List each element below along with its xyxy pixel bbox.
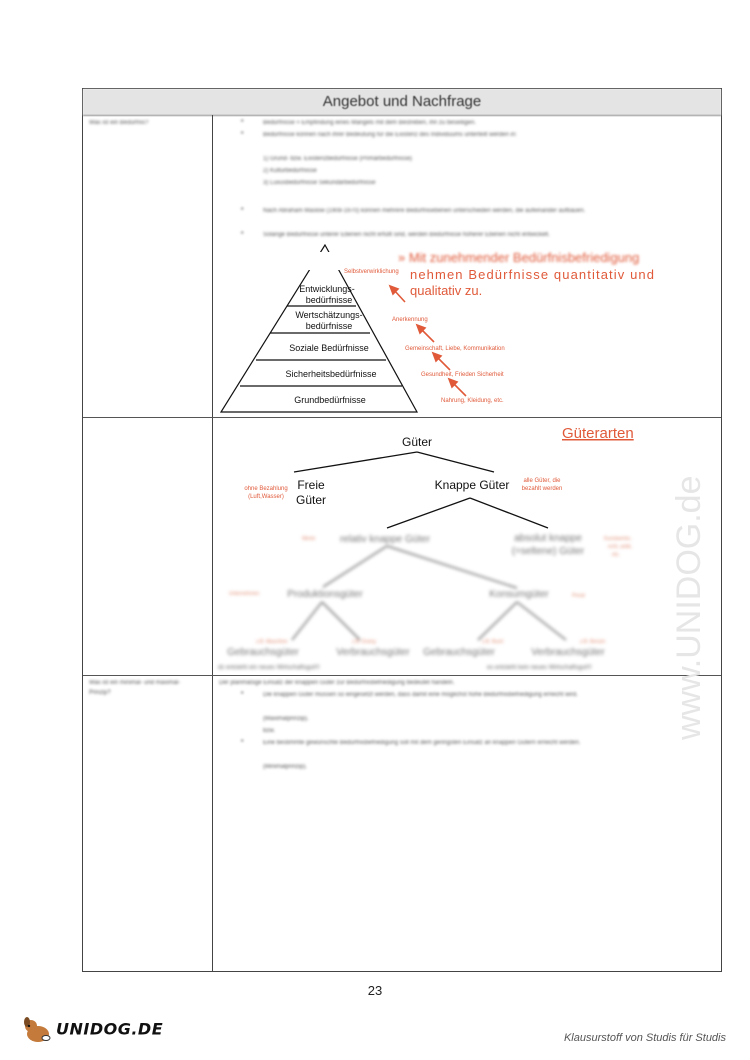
tree-lines: [294, 452, 548, 528]
level-sozial: Soziale Bedürfnisse: [289, 343, 369, 353]
svg-text:z.B. Buch: z.B. Buch: [482, 639, 504, 645]
row3-text-1: Die knappen Güter müssen so eingesetzt werden, dass damit eine möglichst hohe Bedürfnisbefriedigung erreicht wird.: [263, 692, 578, 698]
page-number: 23: [367, 983, 383, 998]
svg-text:z.B. Benzin: z.B. Benzin: [580, 639, 606, 645]
row1-question: Was ist ein Bedürfnis?: [89, 120, 149, 126]
note-ohne-bezahlung: ohne Bezahlung (Luft,Wasser): [244, 486, 288, 500]
blurred-tree: [218, 533, 632, 671]
arrows: [390, 286, 466, 396]
row1-text-5: 3) Luxusbedürfnisse Sekundärbedürfnisse: [263, 180, 376, 186]
level-wertschaetzung: Wertschätzungs-bedürfnisse: [295, 310, 363, 331]
row3-question: Was ist ein minimal- und maximal-Prinzip?: [89, 680, 181, 696]
note-line-1: nehmen Bedürfnisse quantitativ und: [410, 267, 654, 282]
bullet-dot: •: [241, 130, 244, 137]
level-grund: Grundbedürfnisse: [294, 395, 366, 405]
svg-text:es entsteht kein neues Wirtsch: es entsteht kein neues Wirtschaftsgut!!!: [487, 665, 592, 671]
svg-text:dz entsteht ein neues Wirtscha: dz entsteht ein neues Wirtschaftsgut!!!: [218, 665, 320, 671]
svg-text:www.UNIDOG.de: www.UNIDOG.de: [670, 475, 708, 740]
bullet-dot: •: [241, 690, 244, 697]
bullet-dot: •: [241, 118, 244, 125]
leaf-2: Verbrauchsgüter: [336, 647, 410, 658]
row1-text-1: Bedürfnisse = Empfindung eines Mangels mit dem Bestreben, ihn zu beseitigen.: [263, 120, 476, 126]
leaf-1: Gebrauchsgüter: [227, 647, 299, 658]
note-nahrung: Nahrung, Kleidung, etc.: [441, 398, 504, 404]
row3-intro: Der planmäßige Einsatz der knappen Güter zur Bedürfnisbefriedigung bedeutet handeln.: [219, 680, 455, 686]
row1-text-7: Solange Bedürfnisse unterer Ebenen nicht erfüllt sind, werden Bedürfnisse höherer Ebenen nicht entwickelt.: [263, 232, 550, 238]
leaf-3: Gebrauchsgüter: [423, 647, 495, 658]
svg-text:z.B. Energ.: z.B. Energ.: [352, 639, 377, 645]
row3-text-2: (Maximalprinzip).: [263, 716, 309, 722]
note-gesundheit: Gesundheit, Frieden Sicherheit: [421, 372, 504, 378]
table-title: Angebot und Nachfrage: [83, 89, 721, 116]
node-knappe: Knappe Güter: [434, 478, 510, 492]
node-absolut: absolut knappe (=seltene) Güter: [511, 533, 585, 557]
dog-icon: [22, 1016, 56, 1044]
note-selbstverwirklichung: Selbstverwirklichung: [344, 269, 399, 275]
watermark: [660, 270, 720, 750]
svg-text:Kunstwerke,: Kunstwerke,: [604, 536, 632, 542]
row3-text-4: Eine bestimmte gewünschte Bedürfnisbefriedigung soll mit dem geringsten Einsatz an knappen Gütern erreicht werden.: [263, 740, 581, 746]
note-line-2: qualitativ zu.: [410, 283, 483, 298]
level-entwicklung: Entwicklungs-bedürfnisse: [299, 284, 355, 305]
note-anerkennung: Anerkennung: [392, 317, 428, 323]
leaf-4: Verbrauchsgüter: [531, 647, 605, 658]
svg-text:z.B. Maschine: z.B. Maschine: [256, 639, 288, 645]
node-relativ: relativ knappe Güter: [339, 534, 431, 545]
note-alle-gueter: alle Güter, die bezahlt werden: [521, 478, 563, 492]
svg-text:Werte: Werte: [302, 536, 316, 542]
row3-text-5: (Minimalprinzip).: [263, 764, 308, 770]
unidog-logo: [22, 1016, 163, 1044]
svg-text:Privat: Privat: [572, 593, 585, 599]
row1-text-2: Bedürfnisse können nach ihrer Bedeutung für die Existenz des Individuums unterteilt werden in:: [263, 132, 517, 138]
node-gueter: Güter: [401, 435, 433, 449]
svg-text:Unternehmen: Unternehmen: [229, 591, 260, 597]
bullet-dot: •: [241, 230, 244, 237]
bullet-dot: •: [241, 738, 244, 745]
node-freie: Freie Güter: [295, 478, 327, 507]
row1-text-4: 2) Kulturbedürfnisse: [263, 168, 317, 174]
bullet-dot: •: [241, 206, 244, 213]
svg-text:echt, antik,: echt, antik,: [608, 544, 633, 550]
node-produktion: Produktionsgüter: [287, 589, 363, 600]
logo-text: UNIDOG.DE: [56, 1019, 164, 1039]
footer-slogan: Klausurstoff von Studis für Studis: [563, 1032, 726, 1044]
row1-text-3: 1) Grund- bzw. Existenzbedürfnisse (Primärbedürfnisse): [263, 156, 413, 162]
note-blurred: » Mit zunehmender Bedürfnisbefriedigung: [398, 250, 640, 265]
gueterarten-heading: Güterarten: [562, 425, 634, 442]
level-sicherheit: Sicherheitsbedürfnisse: [285, 369, 377, 379]
svg-text:etc.: etc.: [612, 552, 621, 558]
pyramid-top-mask: [292, 252, 358, 270]
row3-text-3: bzw.: [263, 728, 276, 734]
row1-text-6: Nach Abraham Maslow (1908-1970) können mehrere Bedürfnisebenen unterschieden werden, die aufeinander aufbauen.: [263, 208, 586, 214]
note-gemeinschaft: Gemeinschaft, Liebe, Kommunikation: [405, 346, 505, 352]
node-konsum: Konsumgüter: [489, 589, 549, 600]
